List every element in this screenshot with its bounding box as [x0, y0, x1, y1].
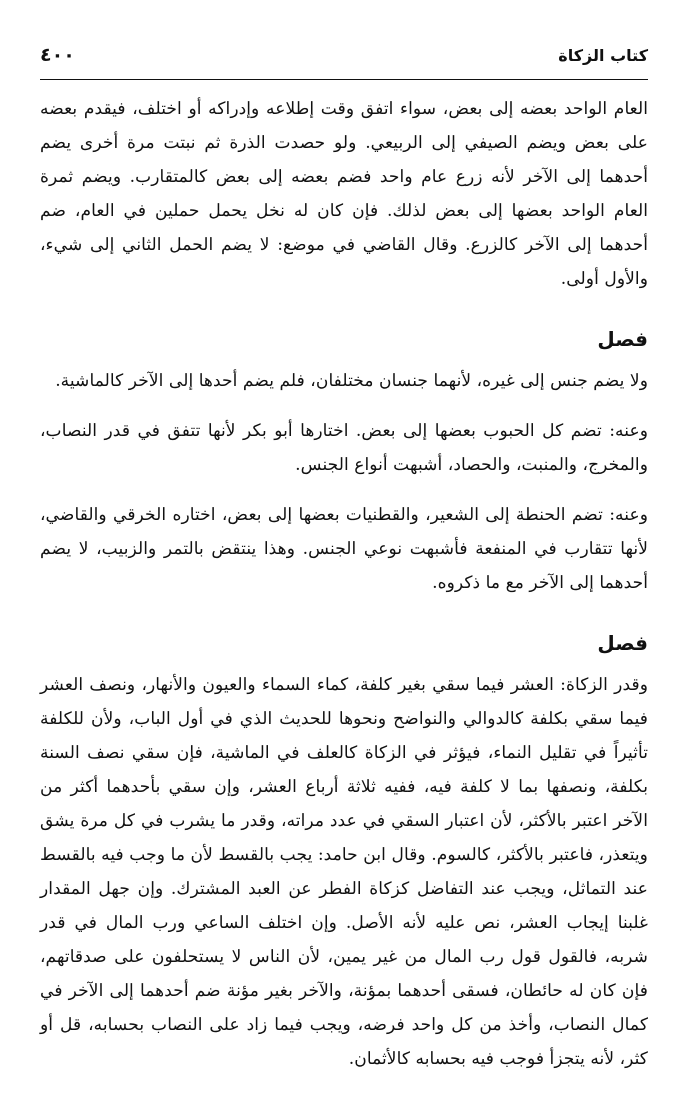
paragraph-4: وعنه: تضم الحنطة إلى الشعير، والقطنيات بعضها إلى بعض، اختاره الخرقي والقاضي، لأنها تتقارب في المنفعة فأشبهت نوعي الجنس. وهذا ينتقض بالتمر والزبيب، لا يضم أحدهما إلى الآخر مع ما ذكروه. — [40, 505, 648, 593]
page-number: ٤٠٠ — [40, 44, 75, 66]
page-header — [40, 0, 648, 80]
page-body — [40, 80, 648, 1076]
paragraph-3: وعنه: تضم كل الحبوب بعضها إلى بعض. اختارها أبو بكر لأنها تتفق في قدر النصاب، والمخرج، والمنبت، والحصاد، أشبهت أنواع الجنس. — [40, 421, 648, 475]
book-title: كتاب الزكاة — [558, 46, 648, 65]
paragraph-1: العام الواحد بعضه إلى بعض، سواء اتفق وقت إطلاعه وإدراكه أو اختلف، فيقدم بعضه على بعض ويضم الصيفي إلى الربيعي. ولو حصدت الذرة ثم نبتت مرة أخرى يضم أحدهما إلى الآخر لأنه زرع عام واحد فضم بعضه إلى بعض كالمتقارب. ويضم ثمرة العام الواحد بعضها إلى بعض لذلك. فإن كان له نخل يحمل حملين في العام، ضم أحدهما إلى الآخر كالزرع. وقال القاضي في موضع: لا يضم الحمل الثاني إلى شيء، والأول أولى. — [40, 99, 648, 289]
section-heading-2: فصل — [597, 631, 648, 655]
paragraph-2: ولا يضم جنس إلى غيره، لأنهما جنسان مختلفان، فلم يضم أحدها إلى الآخر كالماشية. — [55, 371, 648, 391]
paragraph-5: وقدر الزكاة: العشر فيما سقي بغير كلفة، كماء السماء والعيون والأنهار، ونصف العشر فيما سقي بكلفة كالدوالي والنواضح ونحوها للحديث الذي في أول الباب، ولأن للكلفة تأثيراً في تقليل النماء، فيؤثر في الزكاة كالعلف في الماشية، فإن سقي نصف السنة بكلفة، ونصفها بما لا كلفة فيه، ففيه ثلاثة أرباع العشر، وإن سقي بأحدهما أكثر من الآخر اعتبر بالأكثر، لأن اعتبار السقي في عدد مراته، وقدر ما يشرب في كل مرة يشق ويتعذر، فاعتبر بالأكثر، كالسوم. وقال ابن حامد: يجب بالقسط لأن ما وجب فيه بالقسط عند التماثل، ويجب عند التفاضل كزكاة الفطر عن العبد المشترك. وإن جهل المقدار غلبنا إيجاب العشر، نص عليه لأنه الأصل. وإن اختلف الساعي ورب المال في قدر شربه، فالقول قول رب المال من غير يمين، لأن الناس لا يستحلفون على صدقاتهم، فإن كان له حائطان، فسقى أحدهما بمؤنة، والآخر بغير مؤنة ضم أحدهما إلى الآخر في كمال النصاب، وأخذ من كل واحد فرضه، ويجب فيما زاد على النصاب بحسابه، قل أو كثر، لأنه يتجزأ فوجب فيه بحسابه كالأثمان. — [40, 675, 648, 1069]
section-heading-1: فصل — [597, 327, 648, 351]
